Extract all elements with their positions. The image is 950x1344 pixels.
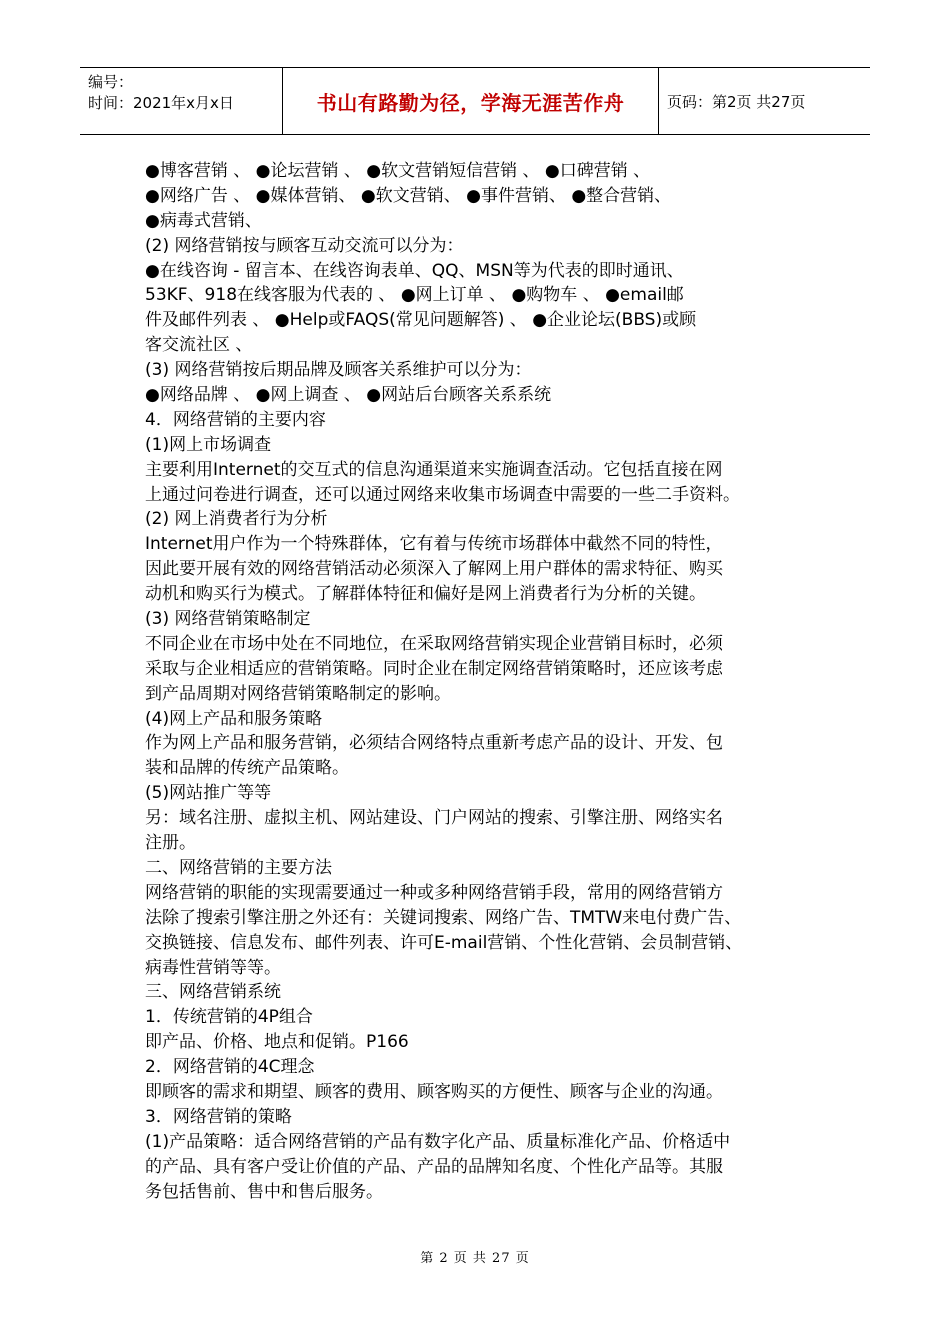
body-line: 因此要开展有效的网络营销活动必须深入了解网上用户群体的需求特征、购买 [145, 559, 723, 580]
body-line: 到产品周期对网络营销策略制定的影响。 [145, 683, 451, 704]
body-line: 53KF、918在线客服为代表的 、 ●网上订单 、 ●购物车 、 ●email邮 [145, 285, 684, 306]
body-line: ●在线咨询 - 留言本、在线咨询表单、QQ、MSN等为代表的即时通讯、 [145, 260, 684, 281]
body-line: 上通过问卷进行调查，还可以通过网络来收集市场调查中需要的一些二手资料。 [145, 484, 740, 505]
body-line: 4．网络营销的主要内容 [145, 409, 326, 430]
body-line: 注册。 [145, 833, 196, 854]
body-line: (2) 网上消费者行为分析 [145, 509, 328, 530]
body-line: 2．网络营销的4C理念 [145, 1057, 315, 1078]
body-line: 病毒性营销等等。 [145, 957, 281, 978]
body-line: 另：域名注册、虚拟主机、网站建设、门户网站的搜索、引擎注册、网络实名 [145, 808, 723, 829]
page-footer: 第 2 页 共 27 页 [420, 1251, 530, 1266]
body-line: 的产品、具有客户受让价值的产品、产品的品牌知名度、个性化产品等。其服 [145, 1156, 723, 1177]
page-header [80, 67, 870, 135]
body-line: 作为网上产品和服务营销，必须结合网络特点重新考虑产品的设计、开发、包 [145, 733, 723, 754]
document-body [145, 159, 815, 1204]
body-line: 三、网络营销系统 [145, 982, 281, 1003]
body-line: (2) 网络营销按与顾客互动交流可以分为： [145, 235, 464, 256]
body-line: ●博客营销 、 ●论坛营销 、 ●软文营销短信营销 、 ●口碑营销 、 [145, 161, 651, 181]
body-line: 二、网络营销的主要方法 [145, 857, 332, 878]
body-line: 不同企业在市场中处在不同地位，在采取网络营销实现企业营销目标时，必须 [145, 633, 723, 654]
body-line: Internet用户作为一个特殊群体，它有着与传统市场群体中截然不同的特性， [145, 534, 723, 555]
body-line: ●网络品牌 、 ●网上调查 、 ●网站后台顾客关系系统 [145, 385, 552, 406]
header-number-label: 编号： [88, 73, 134, 91]
body-line: 装和品牌的传统产品策略。 [145, 758, 349, 779]
body-line: (5)网站推广等等 [145, 783, 272, 804]
body-line: 交换链接、信息发布、邮件列表、许可E-mail营销、个性化营销、会员制营销、 [145, 932, 743, 953]
body-line: ●网络广告 、 ●媒体营销、 ●软文营销、 ●事件营销、 ●整合营销、 [145, 185, 672, 206]
header-page-info: 页码：第2页 共27页 [667, 92, 806, 111]
body-line: 网络营销的职能的实现需要通过一种或多种网络营销手段，常用的网络营销方 [145, 882, 723, 903]
body-line: 即顾客的需求和期望、顾客的费用、顾客购买的方便性、顾客与企业的沟通。 [145, 1081, 723, 1102]
body-line: 客交流社区 、 [145, 335, 253, 356]
header-motto: 书山有路勤为径，学海无涯苦作舟 [283, 68, 659, 134]
body-line: (1)产品策略：适合网络营销的产品有数字化产品、质量标准化产品、价格适中 [145, 1131, 731, 1152]
body-line: ●病毒式营销、 [145, 210, 262, 231]
header-date: 时间：2021年x月x日 [88, 94, 234, 112]
body-line: (3) 网络营销策略制定 [145, 609, 311, 630]
body-line: 务包括售前、售中和售后服务。 [145, 1181, 383, 1202]
body-line: (3) 网络营销按后期品牌及顾客关系维护可以分为： [145, 360, 532, 381]
body-line: 即产品、价格、地点和促销。P166 [145, 1032, 409, 1053]
body-line: 件及邮件列表 、 ●Help或FAQS(常见问题解答) 、 ●企业论坛(BBS)或顾 [145, 310, 697, 331]
body-line: 3．网络营销的策略 [145, 1106, 292, 1127]
body-line: 1．传统营销的4P组合 [145, 1007, 313, 1028]
body-line: (1)网上市场调查 [145, 434, 272, 455]
body-line: 法除了搜索引擎注册之外还有：关键词搜索、网络广告、TMTW来电付费广告、 [145, 907, 742, 928]
body-line: (4)网上产品和服务策略 [145, 708, 323, 729]
body-line: 主要利用Internet的交互式的信息沟通渠道来实施调查活动。它包括直接在网 [145, 459, 723, 480]
header-meta-cell [80, 68, 283, 134]
body-line: 采取与企业相适应的营销策略。同时企业在制定网络营销策略时，还应该考虑 [145, 658, 723, 679]
body-line: 动机和购买行为模式。了解群体特征和偏好是网上消费者行为分析的关键。 [145, 584, 706, 605]
